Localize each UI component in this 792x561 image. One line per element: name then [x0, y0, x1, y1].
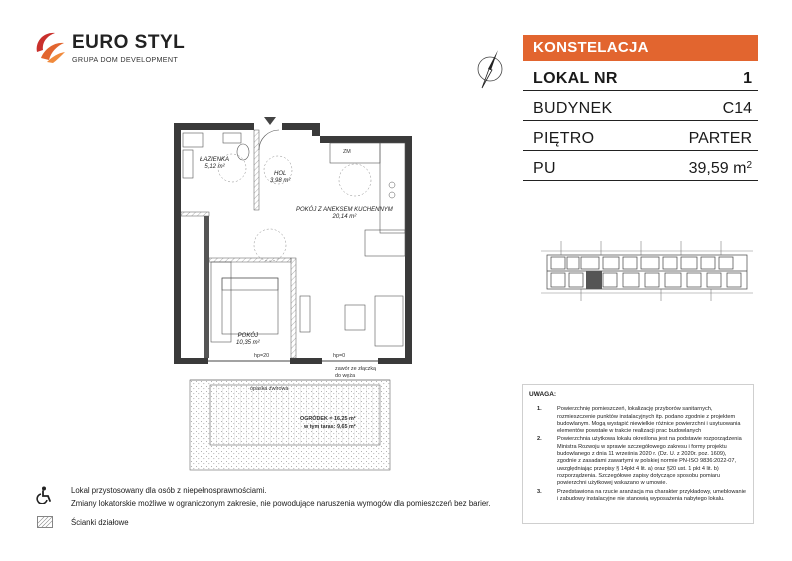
- info-label: PIĘTRO: [533, 130, 595, 147]
- info-value: PARTER: [688, 130, 752, 147]
- info-row-lokal: [523, 61, 758, 91]
- note-number: 2.: [537, 436, 542, 443]
- note-item: [529, 436, 747, 487]
- info-row-pu: [523, 151, 758, 181]
- valve-label: zawór ze złączką do węża: [335, 366, 377, 379]
- notes-box: [522, 384, 754, 524]
- fridge-label: ZM: [343, 149, 351, 155]
- pu-unit-sup: 2: [746, 160, 752, 171]
- room-name: POKÓJ Z ANEKSEM KUCHENNYM: [296, 207, 393, 213]
- room-label-hall: [270, 171, 290, 185]
- brand-subtitle: GRUPA DOM DEVELOPMENT: [72, 55, 179, 64]
- terrace-area-label: [304, 424, 356, 430]
- garden-label: OGRÓDEK: [300, 416, 328, 422]
- hatched-wall-swatch: [37, 516, 53, 528]
- info-label: PU: [533, 160, 556, 177]
- room-area: 3,98 m²: [270, 178, 291, 184]
- sill-height-label: hp=0: [333, 353, 346, 359]
- info-value: [689, 160, 752, 178]
- room-area: 10,35 m²: [236, 340, 260, 346]
- room-area: 20,14 m²: [332, 214, 357, 220]
- note-text: Powierzchnię pomieszczeń, lokalizację przyborów sanitarnych, rozmieszczenie punktów instalacyjnych itp. podano zgodnie z projektem budowlanym. Mogą wystąpić niewielkie różnice powierzchni i usytuowania elementów powstałe w trakcie realizacji prac budowlanych: [557, 406, 741, 435]
- accessible-note-line2: Zmiany lokatorskie możliwe w ograniczonym zakresie, nie powodujące naruszenia wymogów dla pomieszczeń bez barier.: [71, 499, 491, 508]
- note-number: 3.: [537, 488, 542, 495]
- sill-height-label: hp=20: [254, 353, 270, 359]
- garden-area-label: [300, 416, 356, 422]
- terrace-area: 9,65 m²: [336, 424, 356, 430]
- info-label: LOKAL NR: [533, 70, 618, 87]
- room-area: 5,12 m²: [204, 164, 225, 170]
- info-row-pietro: [523, 121, 758, 151]
- accessible-note-line1: Lokal przystosowany dla osób z niepełnosprawnościami.: [71, 486, 267, 495]
- note-item: [529, 489, 747, 504]
- info-value: C14: [722, 100, 752, 117]
- walls-legend-label: Ścianki działowe: [71, 518, 129, 527]
- wheelchair-icon: [36, 486, 54, 504]
- room-label-bathroom: [200, 157, 229, 171]
- note-number: 1.: [537, 406, 542, 413]
- room-label-living: [296, 207, 393, 221]
- note-text: Powierzchnia użytkowa lokalu określona jest na podstawie rozporządzenia Ministra Rozwoju w sprawie szczegółowego zakresu i formy projektu budowlanego z dnia 11 września 2020 r. (Dz. U. z 2020r. poz. 1609), zgodnie z zasadami zawartymi w polskiej normie PN-ISO 9836:2022-07, uwzględniając przepisy § 14pkt 4 lit. a) oraz §20 ust. 1 pkt 4 lit. b) rozporządzenia. Szczegółowe zapisy dotyczące sposobu pomiaru powierzchni użytkowej wskazano w umowie.: [557, 436, 742, 487]
- project-name: KONSTELACJA: [523, 35, 758, 61]
- gravel-label: opaska żwirowa: [250, 386, 289, 392]
- notes-title: UWAGA:: [529, 391, 557, 398]
- building-key-plan: [541, 241, 753, 305]
- note-text: Przedstawiona na rzucie aranżacja ma charakter przykładowy, umeblowanie i zabudowy instalacyjne nie stanowią wyposażenia nabytego lokalu.: [557, 488, 746, 502]
- room-name: ŁAZIENKA: [200, 157, 230, 163]
- info-label: BUDYNEK: [533, 100, 613, 117]
- note-item: [529, 406, 747, 435]
- room-label-bedroom: [236, 333, 260, 347]
- terrace-label: w tym taras:: [304, 424, 336, 430]
- garden-area: = 16,25 m²: [329, 416, 356, 422]
- info-row-budynek: [523, 91, 758, 121]
- room-name: POKÓJ: [237, 333, 259, 339]
- brand-name: EURO STYL: [72, 32, 186, 53]
- info-value: 1: [743, 70, 752, 87]
- room-name: HOL: [274, 171, 287, 177]
- eurostyl-logo-icon: [33, 30, 67, 64]
- north-arrow-icon: [472, 46, 508, 92]
- pu-value: 39,59 m: [688, 160, 747, 177]
- apartment-info-table: [523, 35, 758, 181]
